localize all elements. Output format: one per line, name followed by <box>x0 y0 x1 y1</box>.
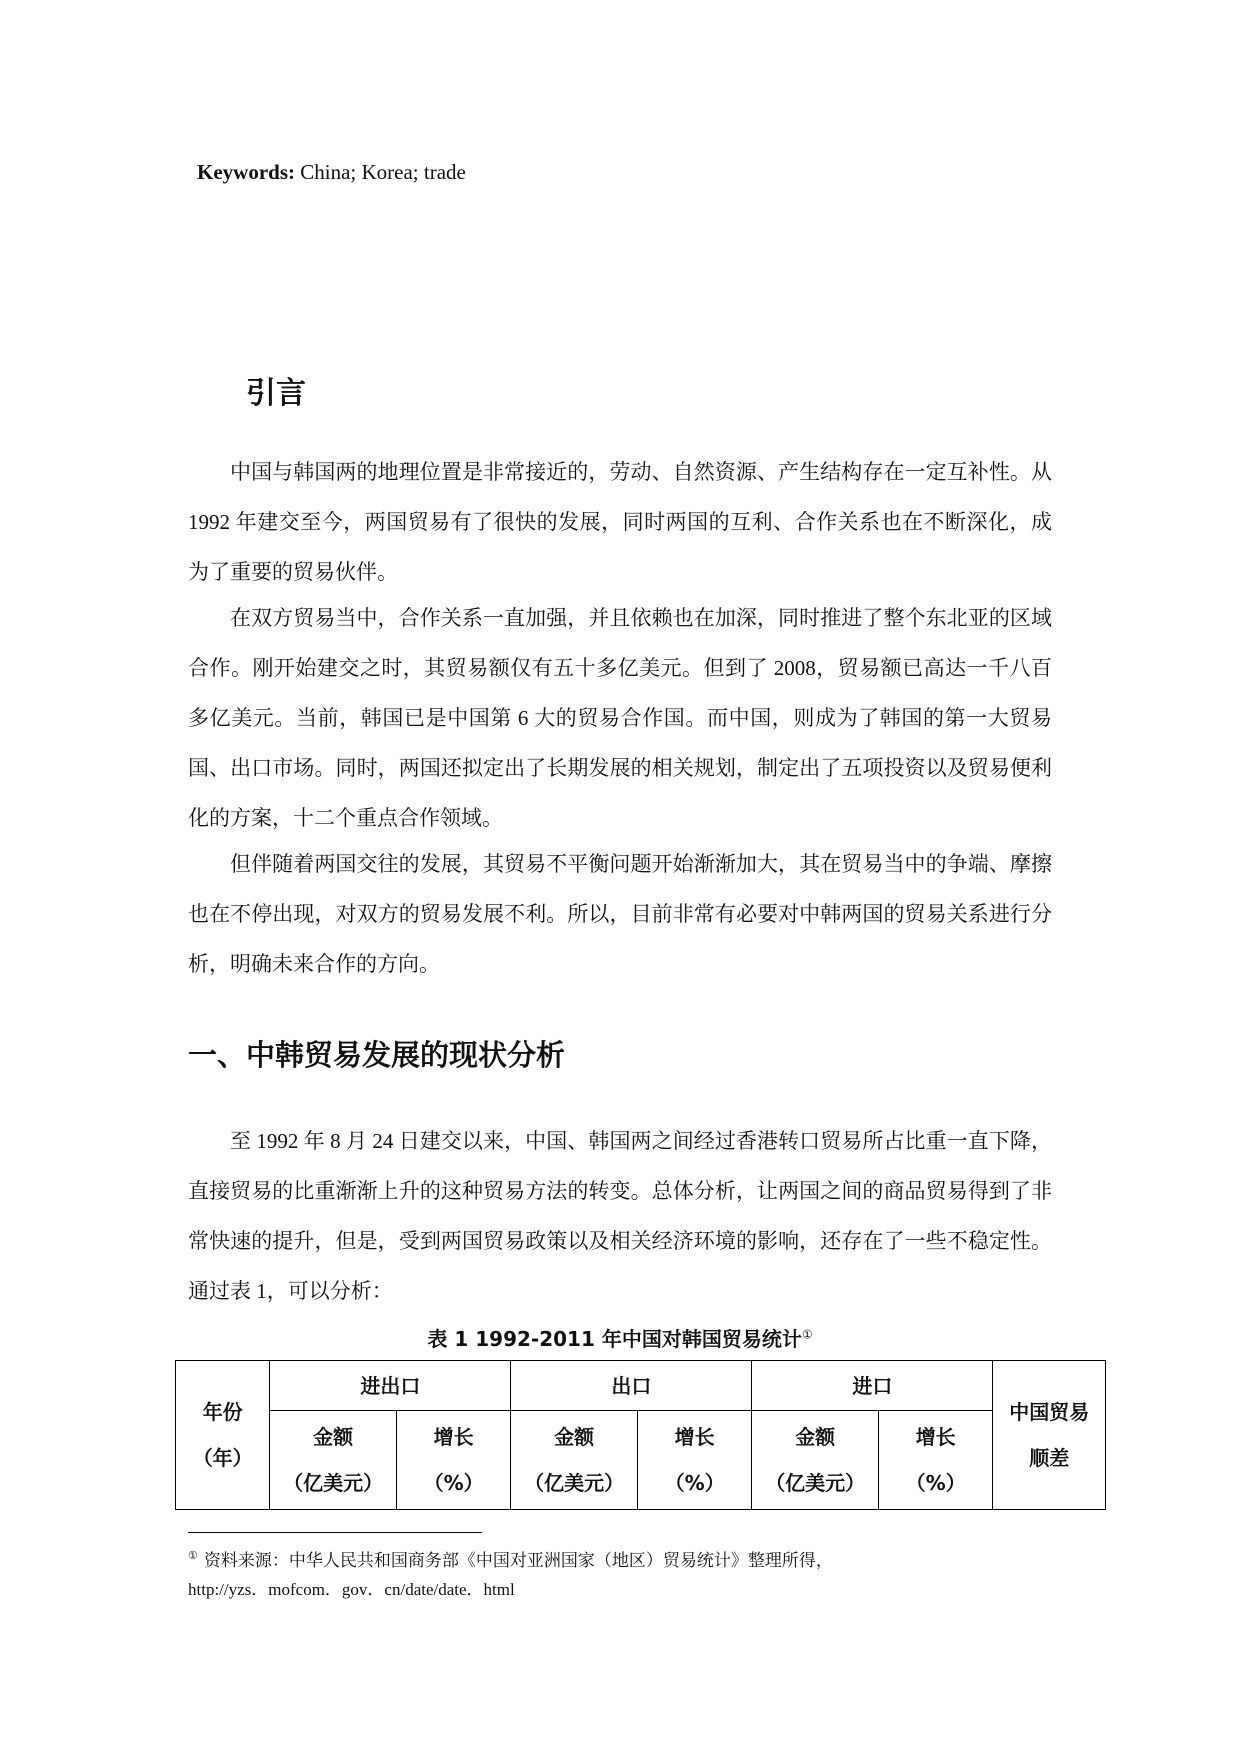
table-caption-text: 表 1 1992-2011 年中国对韩国贸易统计 <box>427 1327 802 1351</box>
growth-header-line1: 增长 <box>915 1425 956 1449</box>
table-caption-footnote-mark: ① <box>801 1327 813 1342</box>
amount-header-line1: 金额 <box>554 1425 595 1449</box>
group-header-export: 出口 <box>511 1361 752 1411</box>
amount-header-line1: 金额 <box>795 1425 836 1449</box>
amount-header-line1: 金额 <box>313 1425 354 1449</box>
footnote-url: http://yzs．mofcom．gov．cn/date/date．html <box>188 1580 515 1599</box>
keywords-label: Keywords: <box>197 160 295 184</box>
table-header-row-1 <box>176 1361 1106 1411</box>
export-growth-header <box>637 1411 751 1510</box>
amount-header-line2: （亿美元） <box>524 1471 625 1495</box>
intro-heading: 引言 <box>246 376 306 411</box>
intro-paragraph-2: 在双方贸易当中，合作关系一直加强，并且依赖也在加深，同时推进了整个东北亚的区域合作。刚开始建交之时，其贸易额仅有五十多亿美元。但到了 2008，贸易额已高达一千八百多亿美元。当前，韩国已是中国第 6 大的贸易合作国。而中国，则成为了韩国的第一大贸易国、出口市场。同时，两国还拟定出了长期发展的相关规划，制定出了五项投资以及贸易便利化的方案，十二个重点合作领域。 <box>188 606 1052 830</box>
trade-statistics-table <box>175 1360 1106 1510</box>
intro-paragraph-3: 但伴随着两国交往的发展，其贸易不平衡问题开始渐渐加大，其在贸易当中的争端、摩擦也在不停出现，对双方的贸易发展不利。所以，目前非常有必要对中韩两国的贸易关系进行分析，明确未来合作的方向。 <box>188 852 1052 976</box>
table-caption <box>188 1323 1052 1352</box>
intro-paragraph-1: 中国与韩国两的地理位置是非常接近的，劳动、自然资源、产生结构存在一定互补性。从 1992 年建交至今，两国贸易有了很快的发展，同时两国的互利、合作关系也在不断深化，成为了重要的贸易伙伴。 <box>188 460 1052 584</box>
amount-header-line2: （亿美元） <box>283 1471 384 1495</box>
year-header-line1: 年份 <box>202 1400 243 1424</box>
amount-header-line2: （亿美元） <box>765 1471 866 1495</box>
group-header-total: 进出口 <box>270 1361 511 1411</box>
keywords-line <box>197 160 466 185</box>
keywords-text: China; Korea; trade <box>295 160 466 184</box>
footnote-line-1 <box>188 1546 833 1571</box>
import-amount-header <box>752 1411 879 1510</box>
year-header-cell <box>176 1361 270 1510</box>
table-header-row-2 <box>176 1411 1106 1510</box>
section-1-paragraph-1: 至 1992 年 8 月 24 日建交以来，中国、韩国两之间经过香港转口贸易所占比重一直下降，直接贸易的比重渐渐上升的这种贸易方法的转变。总体分析，让两国之间的商品贸易得到了非常快速的提升，但是，受到两国贸易政策以及相关经济环境的影响，还存在了一些不稳定性。通过表 1，可以分析： <box>188 1129 1052 1303</box>
growth-header-line1: 增长 <box>433 1425 474 1449</box>
total-amount-header <box>270 1411 397 1510</box>
balance-header-line2: 顺差 <box>1029 1446 1070 1470</box>
growth-header-line2: （%） <box>905 1471 966 1495</box>
growth-header-line1: 增长 <box>674 1425 715 1449</box>
year-header-line2: （年） <box>192 1446 253 1470</box>
section-1-heading: 一、中韩贸易发展的现状分析 <box>188 1038 566 1072</box>
group-header-import: 进口 <box>752 1361 993 1411</box>
growth-header-line2: （%） <box>664 1471 725 1495</box>
import-growth-header <box>878 1411 992 1510</box>
footnote-text: 资料来源：中华人民共和国商务部《中国对亚洲国家（地区）贸易统计》整理所得， <box>203 1551 833 1570</box>
growth-header-line2: （%） <box>423 1471 484 1495</box>
footnote-divider <box>188 1532 482 1533</box>
footnote-mark: ① <box>188 1550 198 1563</box>
total-growth-header <box>396 1411 510 1510</box>
balance-header-cell <box>993 1361 1106 1510</box>
balance-header-line1: 中国贸易 <box>1009 1400 1090 1424</box>
export-amount-header <box>511 1411 638 1510</box>
